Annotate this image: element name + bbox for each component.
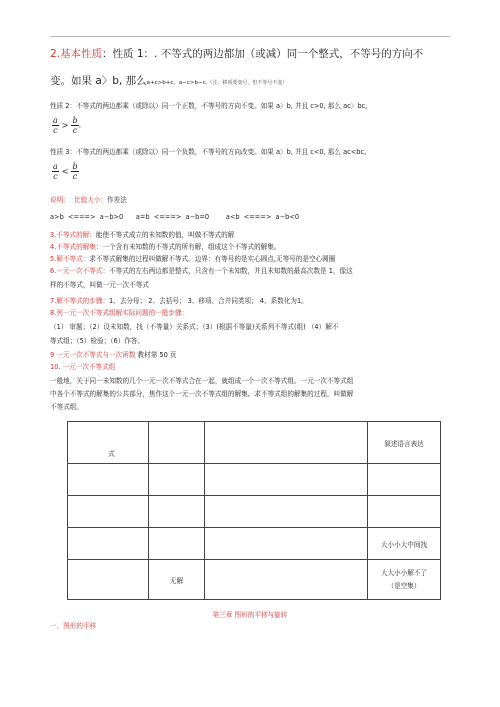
frac-numerator: b <box>72 116 78 125</box>
item-9 <box>50 350 460 361</box>
property1-heading <box>50 47 460 61</box>
top-divider <box>50 36 450 37</box>
item-title: 不等式的解集 <box>56 243 96 251</box>
property3-text: 性质 3：不等式的两边都乘（或除以）同一个负数，不等号的方向改变。如果 a〉b, 并且 c<0, 那么 ac<bc, <box>50 148 367 156</box>
explain-compare: 比较大小： <box>73 196 107 204</box>
inequality-table <box>67 421 441 600</box>
item-6-continued: 样的不等式，叫做一元一次不等式 <box>50 281 149 289</box>
property1-formula: a+c>b+c，a−c>b−c. <box>146 80 208 86</box>
table-cell: 大小小大中间找 <box>368 528 441 560</box>
table-cell: 式 <box>68 422 149 464</box>
heading-colon: ： <box>102 48 113 60</box>
frac-end: . <box>78 120 82 130</box>
table-cell <box>149 464 205 496</box>
item-number: 4. <box>50 243 57 251</box>
item-8 <box>50 308 460 319</box>
item-text: ：求不等式解集的过程叫做解不等式。边界：有等号的是实心圆点,无等号的是空心圆圈 <box>82 255 336 263</box>
item-3 <box>50 230 460 241</box>
item9-tail: 教材第 50 页 <box>137 351 177 359</box>
table-cell <box>68 560 149 600</box>
item-7 <box>50 296 460 307</box>
item-10: 10. 一元一次不等式组 <box>50 363 116 371</box>
explain-line <box>50 195 460 206</box>
property3-fraction <box>52 162 79 181</box>
table-cell <box>368 496 441 528</box>
table-cell: 大大小小解不了 （是空集） <box>368 560 441 600</box>
property2-fraction <box>52 116 81 135</box>
steps-line2: 等式组；（5）检验；（6）作答。 <box>50 337 145 345</box>
chapter-caption: 第三章 图形的平移与旋转 <box>212 611 288 619</box>
table-row <box>68 422 441 464</box>
table-cell <box>205 422 368 464</box>
frac-numerator: b <box>72 162 78 171</box>
item9-title: 9 一元一次不等式与一次函数 <box>50 351 136 359</box>
table-cell <box>68 496 149 528</box>
property2-text: 性质 2：不等式的两边都乘（或除以）同一个正数，不等号的方向不变。如果 a〉b, 并且 c>0, 那么 ac〉bc, <box>50 102 368 110</box>
item-title: 一元一次不等式 <box>56 267 103 275</box>
table-row <box>68 560 441 600</box>
table-cell <box>149 496 205 528</box>
property1-line2 <box>50 74 460 90</box>
table-cell <box>68 528 149 560</box>
compare-rules: a>b <===> a−b>0 a=b <===> a−b=0 a<b <===> a−b<0 <box>50 213 300 221</box>
table-cell <box>205 528 368 560</box>
frac-denominator: c <box>72 172 78 181</box>
item-title: 解不等式 <box>56 255 83 263</box>
item-text: ：不等式的左右两边都是整式，只含有一个未知数，并且未知数的最高次数是 1，像这 <box>102 267 353 275</box>
table-cell <box>205 464 368 496</box>
item-number: 6. <box>50 267 57 275</box>
table-cell <box>368 464 441 496</box>
item-text: ：能使不等式成立的未知数的值，叫做不等式的解 <box>89 231 235 239</box>
frac-operator: > <box>61 121 69 130</box>
table-cell: 叙述语言表达 <box>368 422 441 464</box>
frac-denominator: c <box>72 126 78 135</box>
explain-label: 说明： <box>50 196 70 204</box>
frac-numerator: a <box>53 162 58 171</box>
paragraph-line3: 不等式组。 <box>50 403 83 411</box>
section-title: 一、图形的平移 <box>50 622 97 630</box>
property1-line2-text: 变。如果 a〉b, 那么 <box>50 75 147 87</box>
property1-note: （注：移项要变号，但不等号不变） <box>207 80 288 86</box>
item-number: 8. <box>50 309 57 317</box>
item-title: 列一元一次不等式组解实际问题的一般步骤： <box>56 309 189 317</box>
explain-method: 作差法 <box>106 196 127 204</box>
table-row <box>68 528 441 560</box>
item-title: 不等式的解 <box>56 231 90 239</box>
property1-text: 性质 1：. 不等式的两边都加（或减）同一个整式，不等号的方向不 <box>112 48 424 60</box>
paragraph-line2: 中各个不等式的解集的公共部分，焦作这个一元一次不等式组的解集。求不等式组的解集的过程，叫做解 <box>50 390 354 398</box>
item-number: 7. <box>50 297 57 305</box>
frac-numerator: a <box>53 116 58 125</box>
frac-denominator: c <box>53 172 58 181</box>
table-cell <box>205 496 368 528</box>
item-4 <box>50 242 460 253</box>
table-row <box>68 496 441 528</box>
frac-operator: < <box>61 167 69 176</box>
item-title: 解不等式的步骤： <box>56 297 110 305</box>
item-text: 1、去分母； 2、去括号； 3、移项、合并同类项； 4、系数化为1。 <box>109 297 308 305</box>
item-number: 5. <box>50 255 57 263</box>
table-cell: 无解 <box>149 560 205 600</box>
item-5 <box>50 254 460 265</box>
table-cell <box>149 422 205 464</box>
steps-line1: （1） 审题；（2）设未知数，找（不等量）关系式；（3）(根据不等量)关系列不等式(组) （4）解不 <box>50 323 339 331</box>
item-6 <box>50 266 460 277</box>
item-text: ：一个含有未知数的不等式的所有解，组成这个不等式的解集。 <box>95 243 281 251</box>
heading-number: 2. <box>50 48 61 60</box>
frac-denominator: c <box>53 126 58 135</box>
paragraph-line1: 一般地，关于同一未知数的几个一元一次不等式合在一起，就组成一个一次不等式组。一元一次不等式组 <box>50 377 354 385</box>
heading-title: 基本性质 <box>60 48 103 60</box>
table-cell <box>68 464 149 496</box>
table-row <box>68 464 441 496</box>
table-cell <box>205 560 368 600</box>
item-number: 3. <box>50 231 57 239</box>
table-cell <box>149 528 205 560</box>
